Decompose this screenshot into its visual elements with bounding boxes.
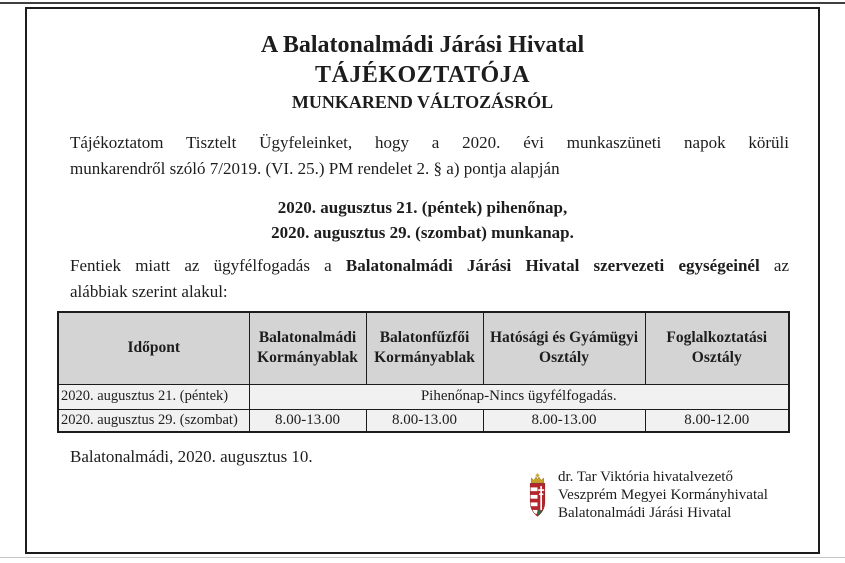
col-header-balatonfuzfoi-kormanyablak: Balatonfűzfői Kormányablak <box>366 312 483 384</box>
hungarian-coat-of-arms-icon <box>526 473 549 521</box>
highlight-line-2: 2020. augusztus 29. (szombat) munkanap. <box>271 223 574 242</box>
highlight-dates <box>25 195 820 245</box>
schedule-table-container <box>57 311 790 433</box>
signatory-org-1: Veszprém Megyei Kormányhivatal <box>558 487 768 504</box>
schedule-table <box>57 311 790 433</box>
page-title: A Balatonalmádi Járási Hivatal <box>260 32 585 58</box>
signature-block <box>526 468 768 523</box>
hours-cell: 8.00-13.00 <box>249 409 366 432</box>
body-paragraph <box>70 253 789 305</box>
scan-artifact-top-line <box>0 2 845 4</box>
merged-cell-no-service: Pihenőnap-Nincs ügyfélfogadás. <box>249 384 789 409</box>
body-text-bold: Balatonalmádi Járási Hivatal szervezeti egységeinél <box>345 256 760 275</box>
body-text-post: az <box>759 256 789 275</box>
page-subject: MUNKAREND VÁLTOZÁSRÓL <box>291 92 554 112</box>
signatory-name: dr. Tar Viktória hivatalvezető <box>558 469 733 485</box>
place-date-line: Balatonalmádi, 2020. augusztus 10. <box>70 447 313 466</box>
hours-cell: 8.00-13.00 <box>366 409 483 432</box>
date-cell-aug29: 2020. augusztus 29. (szombat) <box>58 409 249 432</box>
signature-text <box>558 468 768 523</box>
signatory-org-2: Balatonalmádi Járási Hivatal <box>558 505 732 522</box>
date-cell-aug21: 2020. augusztus 21. (péntek) <box>58 384 249 409</box>
highlight-line-1: 2020. augusztus 21. (péntek) pihenőnap, <box>277 198 568 217</box>
hours-cell: 8.00-13.00 <box>483 409 645 432</box>
table-header-row <box>58 312 789 384</box>
intro-line-2: munkarendről szóló 7/2019. (VI. 25.) PM rendelet 2. § a) pontja alapján <box>70 159 560 178</box>
body-line-2: alábbiak szerint alakul: <box>70 282 228 301</box>
col-header-idopont: Időpont <box>58 312 249 384</box>
table-row-aug21 <box>58 384 789 409</box>
col-header-foglalkoztatasi: Foglalkoztatási Osztály <box>645 312 789 384</box>
col-header-balatonalmadi-kormanyablak: Balatonalmádi Kormányablak <box>249 312 366 384</box>
scan-artifact-bottom-line <box>0 557 845 558</box>
page-subtitle: TÁJÉKOZTATÓJA <box>315 62 530 88</box>
intro-paragraph <box>70 130 789 182</box>
hours-cell: 8.00-12.00 <box>645 409 789 432</box>
body-line-1 <box>70 253 789 279</box>
intro-line-1: Tájékoztatom Tisztelt Ügyfeleinket, hogy a 2020. évi munkaszüneti napok körüli <box>70 133 789 152</box>
col-header-hatosagi-gyamugyi: Hatósági és Gyámügyi Osztály <box>483 312 645 384</box>
document-header <box>25 30 820 114</box>
table-row-aug29 <box>58 409 789 432</box>
body-text-pre: Fentiek miatt az ügyfélfogadás a <box>70 256 346 275</box>
